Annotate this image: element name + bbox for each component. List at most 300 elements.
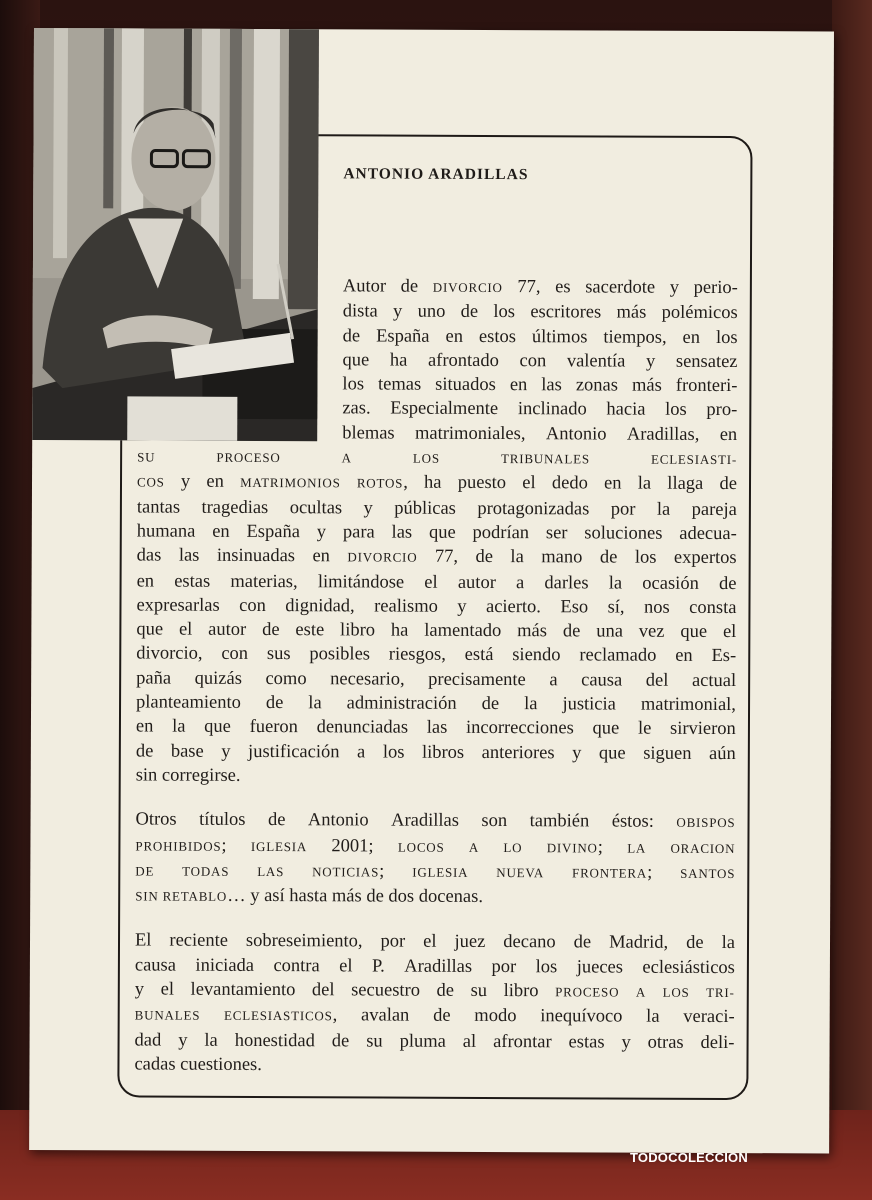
word: MATRIMONIOS [240,475,341,491]
word: la [204,1030,218,1051]
word: libro [503,981,539,1002]
word: hacia [606,399,646,421]
word: con [239,595,266,616]
word: llaga [667,474,704,495]
word: de [460,302,479,323]
word: los [342,374,365,395]
word: que [204,717,231,738]
word: A [341,450,352,466]
word: sensatez [675,351,738,372]
word: su [470,980,488,1002]
word: nos [643,597,670,618]
word: inequívoco [540,1006,623,1027]
word: una [596,621,623,642]
word: blemas [342,423,395,444]
word: das [136,545,162,566]
text-line [137,372,737,399]
word: de [342,325,361,347]
word: A [468,839,480,855]
word: insinuadas [216,546,296,567]
text-line [137,544,737,572]
word: denunciadas [316,717,409,738]
word: valentía [566,351,626,372]
word: Es- [711,646,737,667]
word: IGLESIA [250,838,308,854]
word: las [541,375,562,396]
word: LO [503,839,523,855]
text-segment: … y así hasta más de dos docenas. [227,885,484,908]
word: 77, [517,277,541,298]
word: PROHIBIDOS; [135,835,227,856]
word: del [311,980,335,1001]
paragraph-other-titles [135,808,735,912]
word: expresarlas [136,595,220,616]
text-line [138,347,738,374]
word: base [170,741,204,762]
word: en [135,716,154,737]
word: que [592,718,620,739]
word: reclamado [579,645,657,667]
text-line [135,833,735,861]
word: A [635,984,647,1000]
word: está [464,645,494,666]
word: deli- [700,1032,735,1053]
biography-text [134,273,737,1079]
word: como [265,668,307,689]
word: tiempos, [603,327,667,348]
word: causa [134,955,177,976]
text-line [135,858,735,886]
word: aún [709,743,736,764]
word: la [656,499,671,520]
word: P. [371,956,385,977]
word: El [134,930,152,951]
text-line [135,884,735,912]
word: siguen [643,743,692,764]
word: IGLESIA [412,864,469,880]
word: actual [691,670,737,691]
word: NUEVA [496,864,545,881]
word: que [598,743,626,764]
word: que [428,522,456,543]
word: justificación [248,741,340,762]
word: dad [134,1030,162,1051]
word: matrimonial, [640,694,737,716]
word: pareja [691,499,737,520]
word: el [423,932,437,953]
word: realismo [374,596,438,617]
text-line [137,445,737,473]
text-line [137,396,737,423]
word: podrían [472,522,530,544]
word: iniciada [195,955,255,976]
word: de [433,1006,451,1027]
word: estas [174,571,211,592]
word: y [178,1030,188,1051]
word: tantas [136,497,181,518]
word: siendo [512,645,561,666]
word: autor [208,619,247,641]
word: Otros [135,809,177,830]
word: Madrid, [609,932,669,954]
word: incorrecciones [465,718,574,739]
word: zonas [575,375,619,396]
word: FRONTERA; [572,862,653,883]
word: juez [454,932,486,953]
word: el [339,956,353,977]
word: protagonizadas [477,498,590,520]
text-line [138,323,738,350]
word: sacerdote [585,277,656,298]
word: administración [346,693,457,714]
word: afrontar [493,1031,552,1052]
word: de [475,547,494,568]
word: de [718,573,737,594]
word: planteamiento [136,692,241,713]
word: TRI- [706,984,735,1001]
word: al [462,1031,477,1052]
word: las [178,545,200,566]
word: las [391,522,413,543]
word: que [342,350,370,371]
word: necesario, [330,669,405,690]
word: LOCOS [397,839,445,855]
word: la [646,1006,660,1028]
word: eclesiásticos [642,957,735,978]
word: autor [457,572,496,593]
word: en [212,521,230,542]
word: en [206,472,224,493]
word: por [491,956,517,977]
word: y [134,979,145,1000]
word: más [616,302,647,323]
word: PROCESO [216,449,281,466]
word: los [535,956,558,978]
word: títulos [199,809,246,831]
word: LA [627,840,647,856]
word: polémicos [661,303,738,324]
watermark [630,1150,748,1165]
word: limitándose [317,571,405,593]
word: secuestro [351,980,421,1001]
word: y [221,741,231,762]
word: humana [136,521,196,542]
word: ocasión [642,573,699,594]
word: reciente [169,931,229,952]
word: y [645,351,656,372]
word: los [715,327,738,348]
word: SANTOS [680,865,736,881]
word: a [549,670,558,691]
word: levantamiento [190,979,296,1001]
word: que [136,619,164,640]
word: España [246,521,301,543]
word: pluma [399,1031,446,1052]
text-line [135,808,735,836]
word: la [524,694,538,715]
word: consta [689,597,737,618]
word: 2001; [331,835,374,857]
word: a [516,572,525,593]
text-line [138,299,738,326]
word: uno [417,301,446,323]
word: Antonio [307,810,369,831]
word: otras [647,1032,684,1053]
word: Antonio [545,424,607,445]
word: precisamente [428,669,526,690]
text-line [136,715,736,742]
word: riesgos, [388,645,446,666]
word: perio- [693,277,738,299]
word: puesto [457,473,507,494]
word: de [686,933,704,954]
text-line [138,273,738,301]
word: fueron [249,717,298,738]
text-line [136,618,736,645]
word: en [719,424,738,445]
word: escritores [530,302,602,323]
word: de [400,276,419,297]
word: y [572,742,582,764]
word: últimos [531,326,588,348]
word: y [180,472,191,493]
word: sobreseimiento, [245,931,363,952]
word: ECLESIASTICOS, [223,1005,338,1026]
word: sus [266,644,291,665]
text-line [137,569,737,596]
word: la [308,693,322,714]
word: ha [389,350,408,371]
background-right [832,0,872,1200]
word: en [312,546,331,567]
word: decano [503,932,556,953]
word: ocultas [289,497,343,519]
text-line [137,420,737,447]
text-line [134,1052,734,1079]
text-line [137,470,737,498]
word: TRIBUNALES [500,451,590,467]
word: DIVORCIO [347,549,418,565]
word: la [637,474,652,495]
paragraph-dismissal [134,929,735,1079]
word: y [316,522,327,543]
word: y [392,301,403,322]
word: situados [435,374,496,396]
word: Autor [342,276,387,297]
word: de [436,980,455,1001]
word: tragedias [201,497,269,518]
text-line [136,690,736,717]
word: matrimoniales, [414,423,526,444]
word: estos [478,326,516,347]
word: dedo [551,473,588,494]
word: veraci- [683,1007,735,1028]
text-line [135,953,735,980]
word: los [634,547,657,568]
word: en [682,327,701,348]
word: el [424,572,438,593]
word: los [493,302,516,323]
word: es [555,277,571,298]
word: en [509,375,528,396]
word: vez [638,621,665,642]
word: del [645,670,669,691]
word: el [522,473,536,494]
text-segment: cadas cuestiones. [134,1054,262,1075]
word: afrontado [427,350,499,371]
word: zas. [342,398,371,419]
word: mano [541,547,583,568]
text-line [136,642,736,669]
word: TODAS [182,863,230,879]
word: de [481,694,500,715]
word: jueces [576,957,624,978]
word: la [608,573,623,594]
word: acierto. [485,596,542,618]
word: avalan [361,1005,410,1026]
text-line [135,929,735,956]
word: PROCESO [555,984,620,1000]
word: ROTOS, [356,472,408,494]
word: estas [568,1031,605,1053]
word: en [604,473,622,494]
word: de [267,810,286,831]
word: los [665,400,687,421]
word: de [719,474,738,495]
word: contra [273,955,320,976]
word: justicia [562,694,616,715]
word: divorcio, [136,643,203,665]
word: el [722,622,737,643]
word: son [481,811,508,832]
word: NOTICIAS; [312,861,385,882]
word: de [599,547,618,568]
word: libros [421,742,465,763]
word: la [172,716,186,738]
word: para [342,522,375,543]
word: éstos: [611,811,654,832]
word: más [631,375,662,396]
word: su [366,1031,383,1052]
word: DE [135,863,155,879]
word: SU [137,449,156,465]
paragraph-biography [136,273,738,790]
word: temas [377,374,422,395]
word: también [529,811,590,832]
word: darles [544,572,589,593]
watermark-rest: COLECCION [668,1150,748,1165]
word: más [517,621,548,642]
word: por [380,931,406,953]
word: quizás [194,668,242,689]
word: este [295,620,325,641]
word: BUNALES [134,1007,201,1024]
word: España [376,326,430,347]
word: de [562,621,581,642]
word: soluciones [584,523,663,544]
word: de [331,1030,350,1051]
word: de [135,741,154,762]
word: anteriores [481,742,555,763]
word: inclinado [517,399,587,420]
word: de [265,693,284,714]
word: con [519,351,547,372]
text-line [136,593,736,620]
word: adecua- [679,523,737,545]
word: libro [340,620,376,641]
word: ha [390,620,409,641]
word: el [160,979,175,1000]
word: y [363,498,373,519]
word: honestidad [234,1030,315,1051]
word: DIVORCIO [432,279,503,296]
text-line [136,666,736,693]
word: COS [136,474,165,490]
text-line [135,977,735,1005]
word: lamentado [424,620,502,642]
text-line [135,1003,735,1031]
word: LOS [662,984,690,1000]
word: LAS [257,863,285,879]
word: ORACION [670,840,736,856]
word: Especialmente [390,399,499,420]
word: la [510,547,524,568]
word: con [221,644,249,665]
word: expertos [673,548,737,569]
word: ser [545,523,568,544]
word: en [675,646,693,667]
text-line [135,1028,735,1055]
word: fronteri- [675,375,738,397]
word: 77, [434,547,459,568]
word: la [721,933,736,954]
word: sí, [607,597,625,618]
word: modo [474,1006,517,1027]
word: paña [136,668,172,689]
word: en [136,571,155,592]
word: de [262,620,280,641]
word: que [680,621,708,643]
word: y [621,1032,631,1053]
word: de [573,932,592,953]
word: públicas [394,498,456,519]
book-back-cover [29,28,834,1153]
word: Aradillas, [626,424,700,445]
word: Eso [560,597,589,618]
book-title-text: SIN RETABLO [135,888,228,904]
word: le [637,718,652,740]
word: y [457,596,467,617]
word: ha [424,473,442,494]
word: el [178,619,193,640]
word: pro- [706,400,738,421]
word: causa [581,670,623,691]
author-name: ANTONIO ARADILLAS [343,165,529,184]
word: y [669,277,680,298]
word: dista [342,301,378,322]
word: los [382,742,405,763]
text-line [137,519,737,546]
word: ECLESIASTI- [650,451,738,468]
word: DIVINO; [546,836,603,858]
watermark-prefix: TODO [630,1150,669,1165]
word: sirvieron [670,719,736,740]
word: por [610,499,636,520]
word: LOS [412,450,440,466]
text-line [136,739,736,766]
word: en [445,326,464,347]
text-segment: sin corregirse. [135,765,241,786]
